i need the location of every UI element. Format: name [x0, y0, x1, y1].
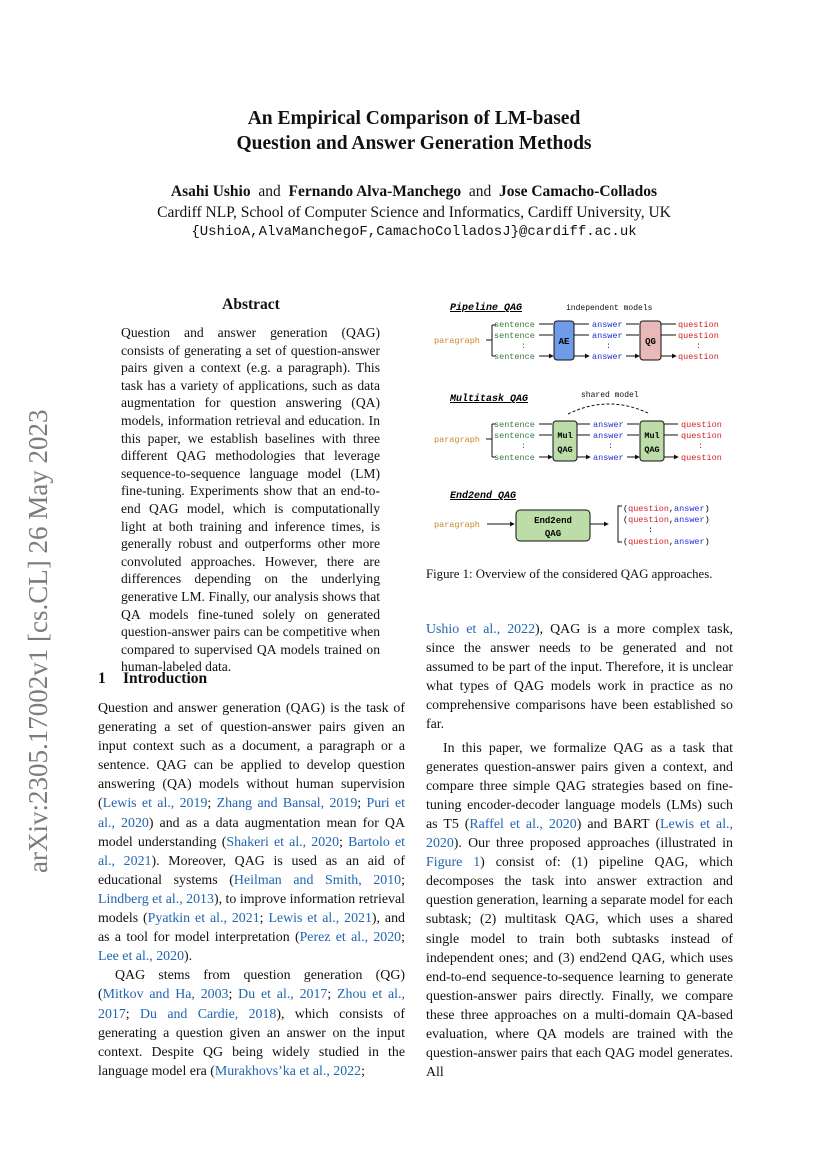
section-heading-introduction — [98, 670, 207, 688]
pair-sep: , — [668, 515, 675, 525]
body-text: ; — [401, 930, 405, 946]
title-line-2: Question and Answer Generation Methods — [236, 133, 592, 154]
left-column — [98, 699, 405, 1081]
pipeline-qag-label: Pipeline QAG — [450, 303, 523, 314]
body-text: In this paper, we formalize QAG as a task that generates question-answer pairs given a context, and compare three simple QAG strategies based on fine-tuning encoder-decoder language models (LMs) such as T5 ( — [426, 740, 733, 832]
mul-qag-box-ae — [553, 421, 577, 461]
abstract-heading: Abstract — [222, 296, 280, 313]
pipeline-sentence-1: sentence — [494, 320, 535, 330]
right-column — [426, 620, 733, 1082]
intro-paragraph-4 — [426, 739, 733, 1083]
author-list — [0, 182, 828, 202]
pair-answer: answer — [674, 537, 705, 547]
pair-close: ) — [704, 515, 710, 525]
body-text: Question and answer generation (QAG) is the task of generating a set of question-answer pairs given an input context such as a document, a paragraph or a sentence. QAG can be applied to develop question answering (QA) models without human supervision ( — [98, 701, 405, 812]
multitask-arrows-in — [539, 424, 552, 457]
pair-question: question — [628, 504, 669, 514]
body-text: ; — [125, 1006, 140, 1022]
title-line-1: An Empirical Comparison of LM-based — [247, 108, 581, 129]
pair-answer: answer — [674, 504, 705, 514]
pipeline-question-3: question — [678, 352, 719, 362]
mul-qag-box-line2: QAG — [644, 445, 660, 455]
body-text: ; — [327, 987, 338, 1003]
citation-link[interactable]: Heilman and Smith, 2010 — [233, 872, 402, 888]
citation-link[interactable]: Zhang and Bansal, 2019 — [216, 796, 358, 812]
qa-pair-dots: : — [648, 525, 654, 535]
body-text: ) and BART ( — [576, 816, 661, 832]
body-text: QAG stems from question generation (QG) ( — [98, 968, 405, 1003]
body-text: ), QAG is a more complex task, since the answer needs to be generated and not assumed to be part of the input. Therefore, it is unclear what types of QAG models work in practice as no comprehensive comparisons have been established so far. — [426, 622, 733, 733]
pipeline-answer-3: answer — [592, 352, 623, 362]
body-text: ; — [259, 911, 269, 927]
mul-qag-box-line2: QAG — [557, 445, 573, 455]
body-text: ) and as a data augmentation mean for QA model understanding ( — [98, 815, 405, 850]
pair-open: ( — [623, 537, 629, 547]
citation-link[interactable]: Mitkov and Ha, 2003 — [102, 987, 229, 1003]
mul-qag-box-line1: Mul — [557, 431, 573, 441]
multitask-answer-1: answer — [593, 420, 624, 430]
citation-link[interactable]: Du and Cardie, 2018 — [140, 1006, 277, 1022]
multitask-paragraph-label: paragraph — [434, 435, 480, 445]
section-title: Introduction — [123, 670, 208, 687]
multitask-sentence-2: sentence — [494, 431, 535, 441]
qa-pair-1 — [623, 504, 710, 514]
qg-label: QG — [645, 337, 656, 347]
multitask-question-2: question — [681, 431, 722, 441]
citation-link[interactable]: Raffel et al., 2020 — [469, 816, 577, 832]
body-text: ) consist of: (1) pipeline QAG, which decomposes the task into answer extraction and question generation, learning a separate model for each subtask; (2) multitask QAG, which uses a shared single model to train both subtasks instead of independent ones; and (3) end2end QAG, which uses end-to-end sequence-to-sequence learning to generate question-answer pairs directly. Finally, we compare these three approaches on a multi-domain QA-based evaluation, where QA models are trained with the question-answer pairs that each QAG model generates. All — [426, 855, 734, 1081]
body-text: ), and as a tool for model interpretation ( — [98, 911, 405, 946]
pipeline-arrows-to-qg — [626, 324, 639, 356]
citation-link[interactable]: Murakhovs’ka et al., 2022 — [214, 1063, 362, 1079]
citation-link[interactable]: Figure 1 — [426, 855, 481, 871]
citation-link[interactable]: Shakeri et al., 2020 — [226, 834, 340, 850]
author-separator: and — [468, 183, 492, 200]
author-separator: and — [258, 183, 281, 200]
svg-text:(question,answer) — [623, 515, 710, 525]
citation-link[interactable]: Lewis et al., 2021 — [268, 911, 372, 927]
body-text: ). — [184, 949, 193, 965]
pipeline-answer-2: answer — [592, 331, 623, 341]
pair-question: question — [628, 537, 669, 547]
citation-link[interactable]: Perez et al., 2020 — [299, 930, 402, 946]
multitask-sentence-1: sentence — [494, 420, 535, 430]
citation-link[interactable]: Lewis et al., 2019 — [102, 796, 208, 812]
pair-open: ( — [623, 504, 629, 514]
mul-qag-box-line1: Mul — [644, 431, 660, 441]
author-1: Asahi Ushio — [170, 183, 251, 200]
multitask-sentence-dots: : — [521, 441, 527, 451]
multitask-question-1: question — [681, 420, 722, 430]
end2end-paragraph-label: paragraph — [434, 520, 480, 530]
pipeline-paragraph-label: paragraph — [434, 336, 480, 346]
end2end-box-line1: End2end — [534, 516, 572, 526]
qa-pair-2 — [623, 515, 710, 525]
body-text: ; — [357, 796, 367, 812]
citation-link[interactable]: Pyatkin et al., 2021 — [147, 911, 260, 927]
pipeline-answer-dots: : — [606, 341, 612, 351]
multitask-question-dots: : — [698, 441, 704, 451]
body-text: ; — [401, 872, 405, 888]
multitask-sentence-3: sentence — [494, 453, 535, 463]
svg-text:(question,answer) — [623, 504, 710, 514]
ae-output-arrows — [574, 324, 589, 356]
intro-paragraph-2 — [98, 966, 405, 1081]
figure-1-caption: Figure 1: Overview of the considered QAG approaches. — [426, 567, 713, 581]
shared-model-label: shared model — [581, 391, 639, 400]
multitask-question-arrows — [664, 424, 678, 457]
multitask-answer-2: answer — [593, 431, 624, 441]
qg-output-arrows — [661, 324, 676, 356]
intro-paragraph-3 — [426, 620, 733, 735]
pair-sep: , — [668, 537, 675, 547]
citation-link[interactable]: Lee et al., 2020 — [98, 949, 185, 965]
body-text: ), to improve information retrieval models ( — [98, 891, 406, 927]
intro-paragraph-1 — [98, 699, 405, 966]
mul-qag-box-qg — [640, 421, 664, 461]
pipeline-arrows-to-ae — [539, 324, 553, 356]
svg-text:(question,answer) — [623, 537, 710, 547]
citation-link[interactable]: Puri et al., 2020 — [98, 796, 406, 831]
citation-link[interactable]: Lewis et al., 2020 — [426, 816, 734, 852]
pipeline-question-2: question — [678, 331, 719, 341]
body-text: ; — [228, 987, 239, 1003]
citation-link[interactable]: Ushio et al., 2022 — [426, 622, 536, 637]
shared-model-link — [568, 404, 650, 414]
author-3: Jose Camacho-Collados — [499, 183, 658, 200]
pipeline-question-dots: : — [696, 341, 702, 351]
arxiv-stamp: arXiv:2305.17002v1 [cs.CL] 26 May 2023 — [23, 409, 53, 873]
author-emails: {UshioA,AlvaManchegoF,CamachoColladosJ}@cardiff.ac.uk — [191, 224, 637, 240]
pair-sep: , — [668, 504, 675, 514]
qa-pair-3 — [623, 537, 710, 547]
qag-overview-figure — [426, 296, 746, 558]
ae-label: AE — [558, 337, 570, 347]
pipeline-question-1: question — [678, 320, 719, 330]
independent-models-label: independent models — [566, 304, 653, 313]
pair-answer: answer — [674, 515, 705, 525]
multitask-arrows-to-qg — [627, 424, 639, 457]
citation-link[interactable]: Du et al., 2017 — [238, 987, 328, 1003]
abstract-body — [121, 324, 380, 676]
body-text: ; — [207, 796, 217, 812]
multitask-answer-arrows — [577, 424, 590, 457]
citation-link[interactable]: Zhou et al., 2017 — [98, 987, 405, 1022]
body-text: ). Moreover, QAG is used as an aid of educational systems ( — [98, 853, 405, 888]
body-text: ; — [339, 834, 349, 850]
multitask-answer-3: answer — [593, 453, 624, 463]
pair-question: question — [628, 515, 669, 525]
pair-open: ( — [623, 515, 629, 525]
citation-link[interactable]: Lindberg et al., 2013 — [98, 891, 214, 907]
abstract-text: Question and answer generation (QAG) consists of generating a set of question-answer pairs given a context (e.g. a paragraph). This task has a variety of applications, such as data augmentation for question answering (QA) models, information retrieval and education. In this paper, we establish baselines with three different QAG methodologies that leverage sequence-to-sequence language model (LM) fine-tuning. Experiments show that an end-to-end QAG model, which is computationally light at both training and inference times, is generally robust and outperforms other more convoluted approaches. However, there are differences depending on the underlying generative LM. Finally, our analysis shows that QA models fine-tuned solely on generated question-answer pairs can be competitive when compared to supervised QA models trained on human-labeled data. — [121, 325, 380, 675]
pipeline-sentence-dots: : — [521, 341, 527, 351]
end2end-qag-label: End2end QAG — [450, 491, 517, 502]
multitask-qag-label: Multitask QAG — [450, 394, 529, 405]
citation-link[interactable]: Bartolo et al., 2021 — [98, 834, 405, 869]
multitask-question-3: question — [681, 453, 722, 463]
body-text: ; — [361, 1063, 365, 1079]
body-text: ). Our three proposed approaches (illustrated in — [453, 836, 733, 852]
paper-title — [0, 106, 828, 156]
body-text: ), which consists of generating a question given an answer on the input context. Despite QG being widely studied in the language model era ( — [98, 1006, 406, 1079]
multitask-answer-dots: : — [608, 441, 614, 451]
end2end-bracket — [618, 506, 622, 542]
author-2: Fernando Alva-Manchego — [288, 183, 462, 200]
pair-close: ) — [704, 537, 710, 547]
end2end-box-line2: QAG — [544, 529, 562, 539]
pipeline-answer-1: answer — [592, 320, 623, 330]
pipeline-sentence-3: sentence — [494, 352, 535, 362]
affiliation: Cardiff NLP, School of Computer Science and Informatics, Cardiff University, UK — [157, 204, 671, 221]
pair-close: ) — [704, 504, 710, 514]
pipeline-sentence-2: sentence — [494, 331, 535, 341]
section-number: 1 — [98, 670, 106, 687]
